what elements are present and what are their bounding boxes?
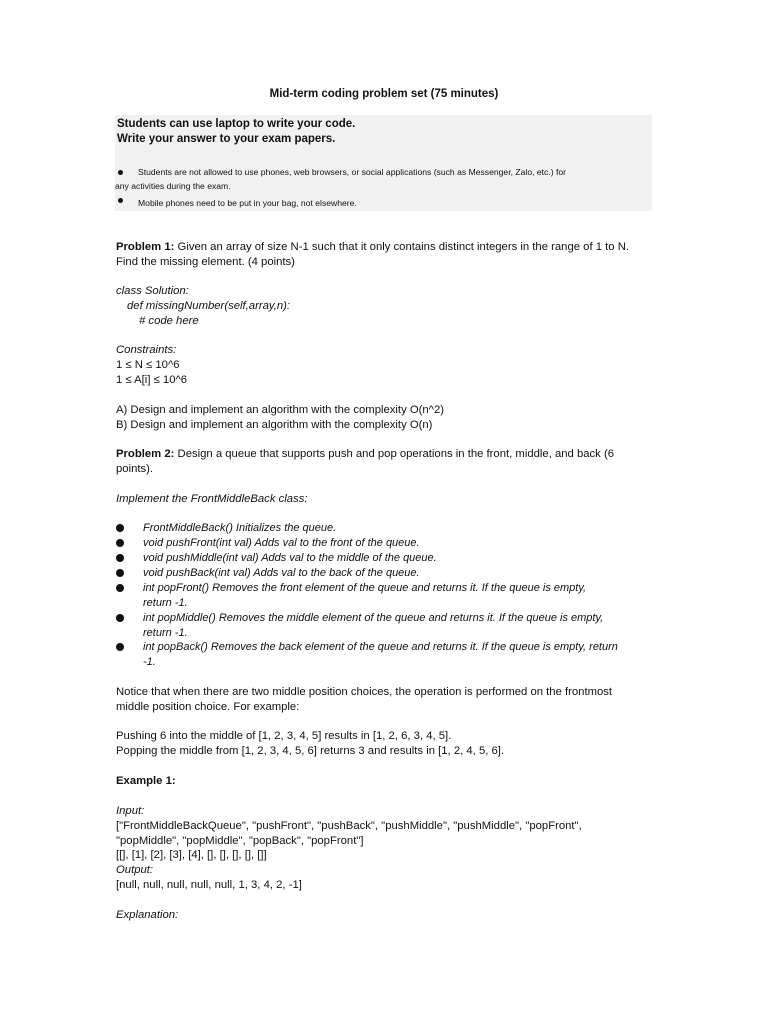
part-a: A) Design and implement an algorithm with the complexity O(n^2) <box>116 404 445 416</box>
problem-1-statement-b: Find the missing element. (4 points) <box>116 256 295 268</box>
code-line-2: def missingNumber(self,array,n): <box>127 300 291 312</box>
problem-2-statement-a <box>116 447 614 462</box>
example-1-label: Example 1: <box>116 775 176 787</box>
problem-2-label: Problem 2: <box>116 448 175 460</box>
bullet-icon <box>118 198 123 203</box>
bullet-icon <box>116 614 124 622</box>
rule-1-line-a: Students are not allowed to use phones, web browsers, or social applications (such as Messenger, Zalo, etc.) for <box>138 167 567 177</box>
example-push: Pushing 6 into the middle of [1, 2, 3, 4, 5] results in [1, 2, 6, 3, 4, 5]. <box>116 730 452 742</box>
problem-2-text: Design a queue that supports push and pop operations in the front, middle, and back (6 <box>174 448 615 460</box>
rules-line-1: Students can use laptop to write your code. <box>117 118 356 130</box>
rules-line-2: Write your answer to your exam papers. <box>117 133 336 145</box>
example-pop: Popping the middle from [1, 2, 3, 4, 5, 6] returns 3 and results in [1, 2, 4, 5, 6]. <box>116 745 505 757</box>
input-line-b: "popMiddle", "popMiddle", "popBack", "popFront"] <box>116 835 364 847</box>
code-line-1: class Solution: <box>116 285 189 297</box>
method-item: void pushBack(int val) Adds val to the back of the queue. <box>143 567 420 579</box>
notice-line-b: middle position choice. For example: <box>116 701 300 713</box>
code-line-3: # code here <box>139 315 199 327</box>
input-label: Input: <box>116 805 145 817</box>
constraint-2: 1 ≤ A[i] ≤ 10^6 <box>116 374 188 386</box>
method-item-cont: -1. <box>143 656 156 668</box>
method-item: FrontMiddleBack() Initializes the queue. <box>143 522 337 534</box>
problem-2-statement-b: points). <box>116 463 154 475</box>
bullet-icon <box>116 643 124 651</box>
notice-line-a: Notice that when there are two middle position choices, the operation is performed on the frontmost <box>116 686 613 698</box>
method-item: int popBack() Removes the back element of the queue and returns it. If the queue is empty, return <box>143 641 618 653</box>
explanation-label: Explanation: <box>116 909 179 921</box>
rules-heading <box>117 117 355 147</box>
input-line-a: ["FrontMiddleBackQueue", "pushFront", "pushBack", "pushMiddle", "pushMiddle", "popFront", <box>116 820 582 832</box>
bullet-icon <box>116 539 124 547</box>
problem-1-label: Problem 1: <box>116 241 175 253</box>
implement-label: Implement the FrontMiddleBack class: <box>116 493 308 505</box>
rule-1-line-b: any activities during the exam. <box>115 181 231 191</box>
output-label: Output: <box>116 864 154 876</box>
constraint-1: 1 ≤ N ≤ 10^6 <box>116 359 180 371</box>
method-item: void pushFront(int val) Adds val to the front of the queue. <box>143 537 420 549</box>
exam-rules-box <box>115 115 652 211</box>
page-title: Mid-term coding problem set (75 minutes) <box>269 88 499 100</box>
rule-2: Mobile phones need to be put in your bag, not elsewhere. <box>138 198 357 208</box>
method-item: int popFront() Removes the front element of the queue and returns it. If the queue is empty, <box>143 582 587 594</box>
bullet-icon <box>118 170 123 175</box>
problem-1-statement-a <box>116 240 629 255</box>
bullet-icon <box>116 569 124 577</box>
method-item-cont: return -1. <box>143 597 188 609</box>
bullet-icon <box>116 524 124 532</box>
method-item-cont: return -1. <box>143 627 188 639</box>
bullet-icon <box>116 554 124 562</box>
problem-1-text: Given an array of size N-1 such that it only contains distinct integers in the range of 1 to N. <box>174 241 630 253</box>
bullet-icon <box>116 584 124 592</box>
method-item: void pushMiddle(int val) Adds val to the middle of the queue. <box>143 552 437 564</box>
constraints-label: Constraints: <box>116 344 177 356</box>
output-line: [null, null, null, null, null, 1, 3, 4, 2, -1] <box>116 879 302 891</box>
input-line-c: [[], [1], [2], [3], [4], [], [], [], [], []] <box>116 849 267 861</box>
method-item: int popMiddle() Removes the middle element of the queue and returns it. If the queue is empty, <box>143 612 604 624</box>
part-b: B) Design and implement an algorithm with the complexity O(n) <box>116 419 433 431</box>
